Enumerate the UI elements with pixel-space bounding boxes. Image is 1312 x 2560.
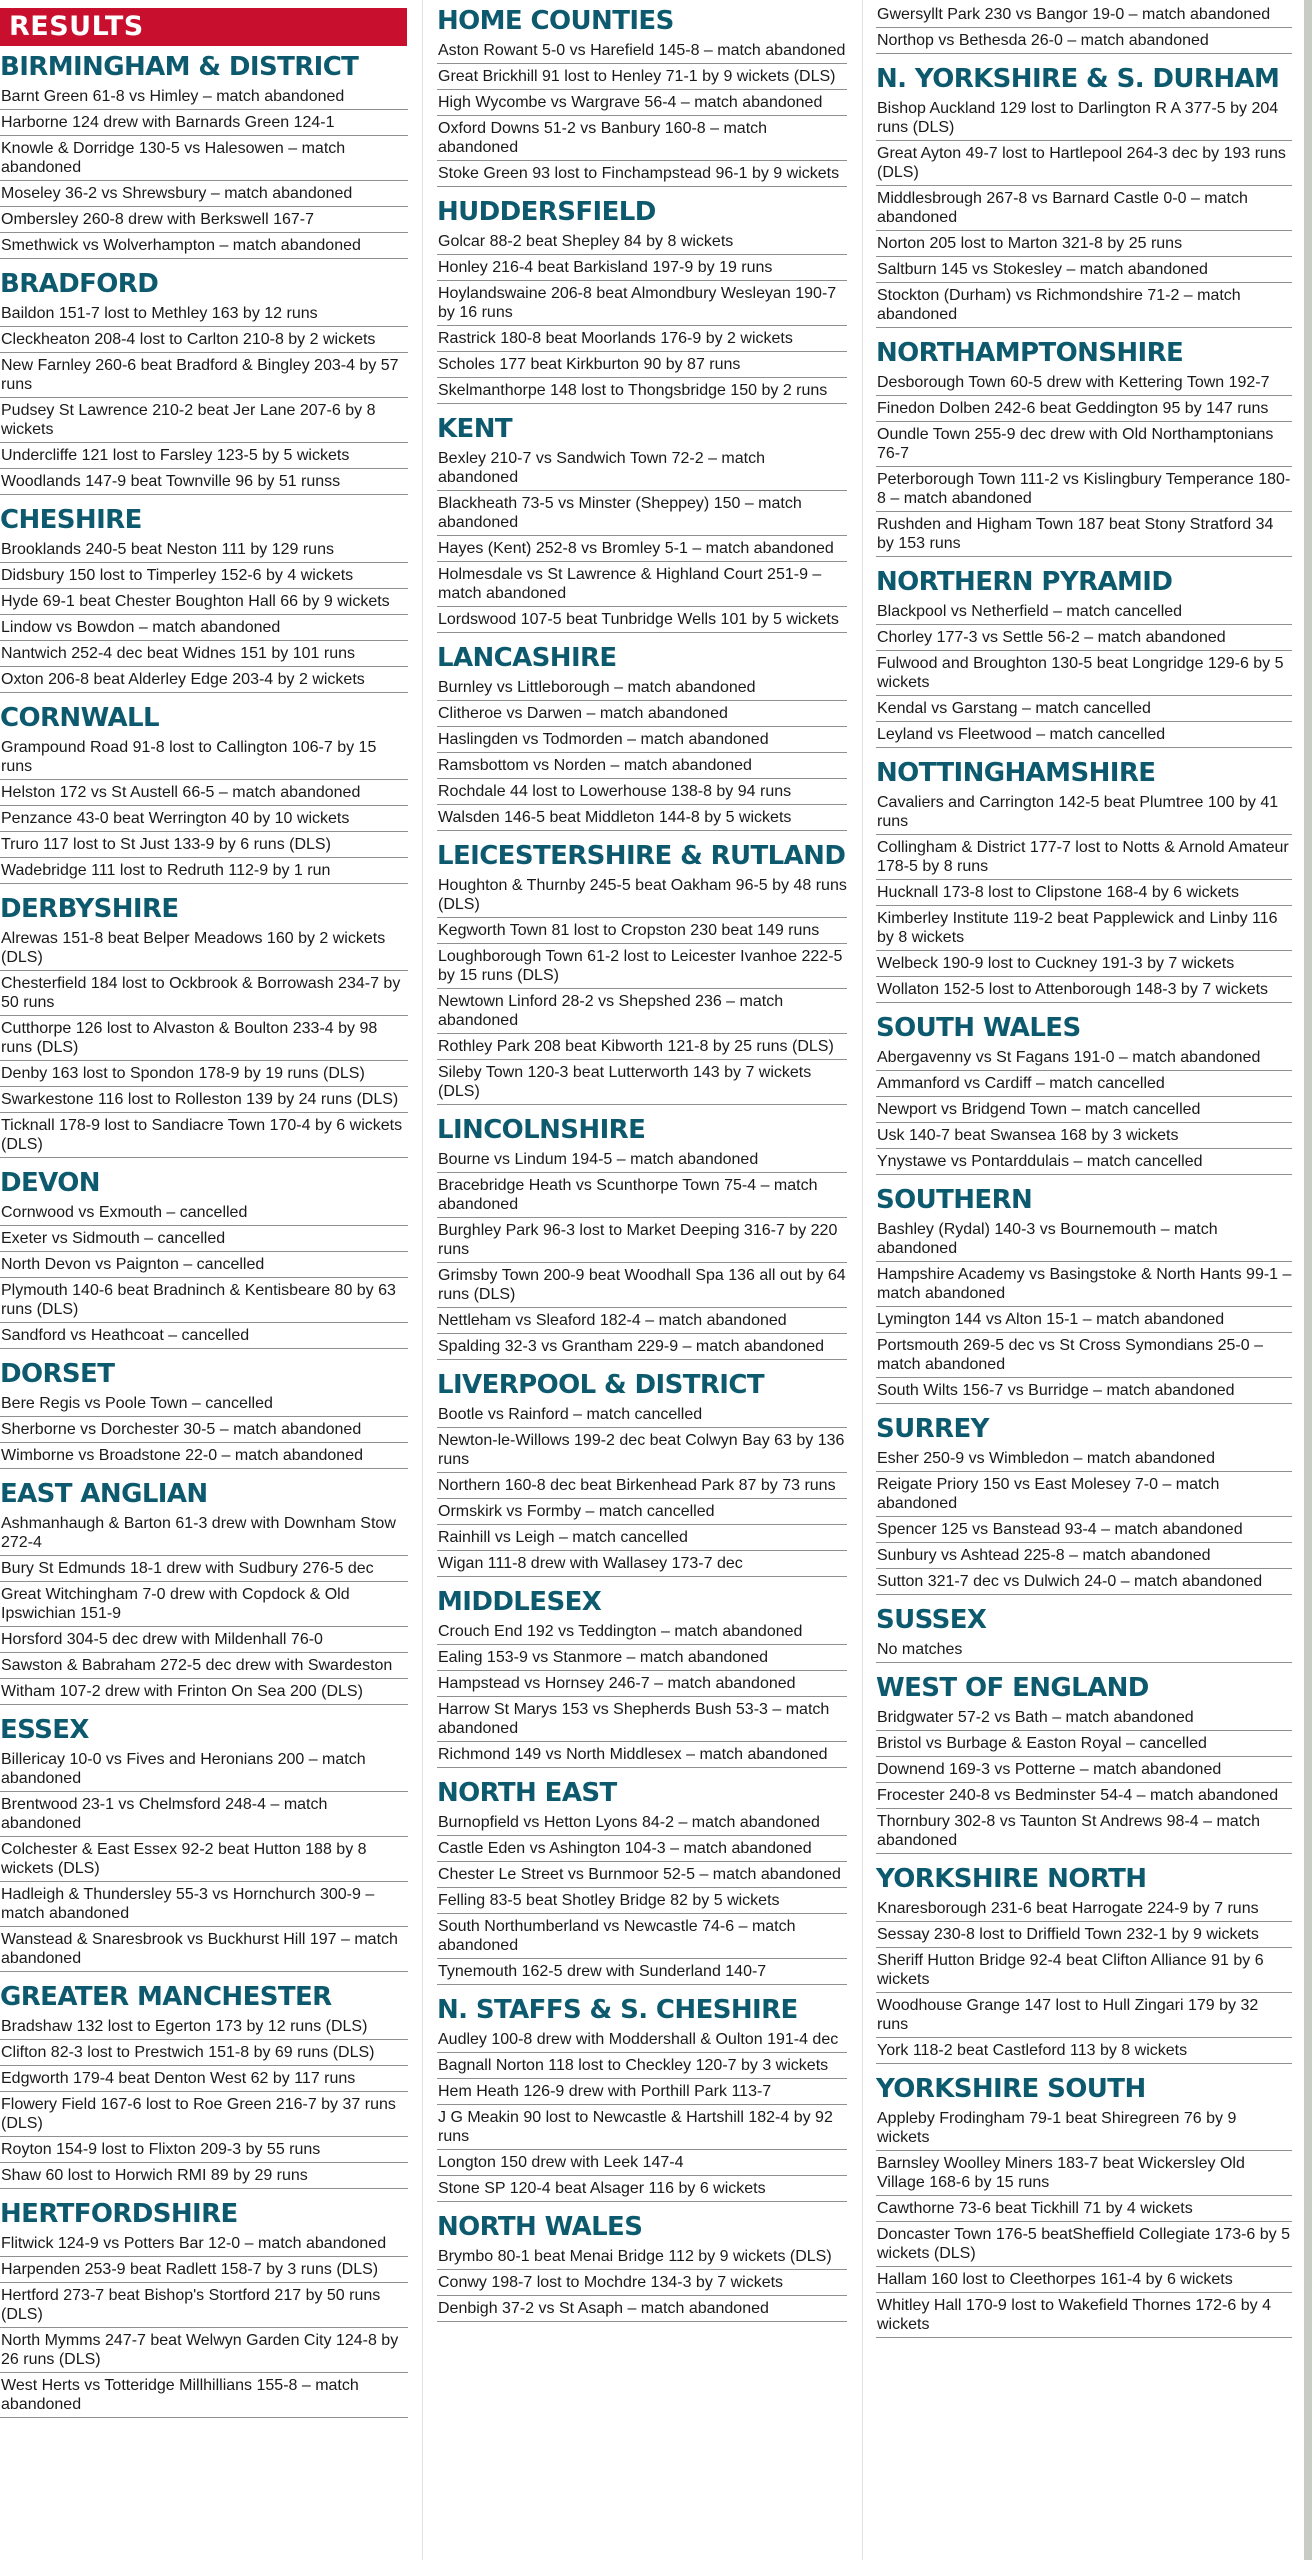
match-result: Wollaton 152-5 lost to Attenborough 148-3 by 7 wickets: [876, 977, 1292, 1003]
match-result: Kendal vs Garstang – match cancelled: [876, 696, 1292, 722]
region-heading: NORTH WALES: [437, 2212, 643, 2242]
region-heading: SUSSEX: [876, 1605, 987, 1635]
match-result: Northern 160-8 dec beat Birkenhead Park 87 by 73 runs: [437, 1473, 847, 1499]
match-result: Hucknall 173-8 lost to Clipstone 168-4 by 6 wickets: [876, 880, 1292, 906]
match-result: Blackpool vs Netherfield – match cancelled: [876, 599, 1292, 625]
match-result: Spencer 125 vs Banstead 93-4 – match abandoned: [876, 1517, 1292, 1543]
match-result: Loughborough Town 61-2 lost to Leicester Ivanhoe 222-5 by 15 runs (DLS): [437, 944, 847, 989]
match-result: Scholes 177 beat Kirkburton 90 by 87 runs: [437, 352, 847, 378]
match-result: Cornwood vs Exmouth – cancelled: [0, 1200, 408, 1226]
results-list: [437, 1619, 847, 1768]
results-list: [876, 1637, 1292, 1663]
match-result: Nantwich 252-4 dec beat Widnes 151 by 101 runs: [0, 641, 408, 667]
match-result: Burghley Park 96-3 lost to Market Deeping 316-7 by 220 runs: [437, 1218, 847, 1263]
results-list: [437, 38, 847, 187]
region-heading: HOME COUNTIES: [437, 6, 674, 36]
match-result: Brymbo 80-1 beat Menai Bridge 112 by 9 wickets (DLS): [437, 2244, 847, 2270]
results-list: [0, 301, 408, 495]
results-banner: RESULTS: [0, 8, 407, 46]
match-result: Burnopfield vs Hetton Lyons 84-2 – match abandoned: [437, 1810, 847, 1836]
match-result: Collingham & District 177-7 lost to Notts & Arnold Amateur 178-5 by 8 runs: [876, 835, 1292, 880]
match-result: Longton 150 drew with Leek 147-4: [437, 2150, 847, 2176]
match-result: Rainhill vs Leigh – match cancelled: [437, 1525, 847, 1551]
match-result: Ormskirk vs Formby – match cancelled: [437, 1499, 847, 1525]
match-result: Ombersley 260-8 drew with Berkswell 167-7: [0, 207, 408, 233]
region-heading: HERTFORDSHIRE: [0, 2199, 238, 2229]
match-result: Brooklands 240-5 beat Neston 111 by 129 runs: [0, 537, 408, 563]
match-result: Leyland vs Fleetwood – match cancelled: [876, 722, 1292, 748]
match-result: Esher 250-9 vs Wimbledon – match abandoned: [876, 1446, 1292, 1472]
match-result: Finedon Dolben 242-6 beat Geddington 95 by 147 runs: [876, 396, 1292, 422]
match-result: Ramsbottom vs Norden – match abandoned: [437, 753, 847, 779]
match-result: Sherborne vs Dorchester 30-5 – match abandoned: [0, 1417, 408, 1443]
region-heading: EAST ANGLIAN: [0, 1479, 208, 1509]
match-result: York 118-2 beat Castleford 113 by 8 wickets: [876, 2038, 1292, 2064]
results-list: [437, 2027, 847, 2202]
match-result: West Herts vs Totteridge Millhillians 155-8 – match abandoned: [0, 2373, 408, 2418]
match-result: Bagnall Norton 118 lost to Checkley 120-7 by 3 wickets: [437, 2053, 847, 2079]
column-2: [437, 0, 847, 2332]
match-result: Exeter vs Sidmouth – cancelled: [0, 1226, 408, 1252]
match-result: Woodlands 147-9 beat Townville 96 by 51 runss: [0, 469, 408, 495]
region-section: [876, 338, 1292, 557]
region-section: [876, 1013, 1292, 1175]
match-result: Spalding 32-3 vs Grantham 229-9 – match abandoned: [437, 1334, 847, 1360]
match-result: Rothley Park 208 beat Kibworth 121-8 by 25 runs (DLS): [437, 1034, 847, 1060]
match-result: Newton-le-Willows 199-2 dec beat Colwyn Bay 63 by 136 runs: [437, 1428, 847, 1473]
region-section: [0, 1715, 408, 1972]
match-result: Chorley 177-3 vs Settle 56-2 – match abandoned: [876, 625, 1292, 651]
region-heading: N. STAFFS & S. CHESHIRE: [437, 1995, 798, 2025]
match-result: Hem Heath 126-9 drew with Porthill Park 113-7: [437, 2079, 847, 2105]
match-result: Kegworth Town 81 lost to Cropston 230 beat 149 runs: [437, 918, 847, 944]
results-list: [876, 2106, 1292, 2338]
match-result: Cavaliers and Carrington 142-5 beat Plumtree 100 by 41 runs: [876, 790, 1292, 835]
match-result: Ashmanhaugh & Barton 61-3 drew with Downham Stow 272-4: [0, 1511, 408, 1556]
match-result: Flitwick 124-9 vs Potters Bar 12-0 – match abandoned: [0, 2231, 408, 2257]
results-list: [876, 1705, 1292, 1854]
match-result: Cleckheaton 208-4 lost to Carlton 210-8 by 2 wickets: [0, 327, 408, 353]
match-result: Wigan 111-8 drew with Wallasey 173-7 dec: [437, 1551, 847, 1577]
region-heading: DERBYSHIRE: [0, 894, 179, 924]
match-result: Portsmouth 269-5 dec vs St Cross Symondians 25-0 – match abandoned: [876, 1333, 1292, 1378]
region-section: [0, 505, 408, 693]
match-result: Hallam 160 lost to Cleethorpes 161-4 by 6 wickets: [876, 2267, 1292, 2293]
match-result: Hyde 69-1 beat Chester Boughton Hall 66 by 9 wickets: [0, 589, 408, 615]
results-list: [0, 2231, 408, 2418]
match-result: Harpenden 253-9 beat Radlett 158-7 by 3 runs (DLS): [0, 2257, 408, 2283]
match-result: Barnt Green 61-8 vs Himley – match abandoned: [0, 84, 408, 110]
results-list: [437, 229, 847, 404]
match-result: Bexley 210-7 vs Sandwich Town 72-2 – match abandoned: [437, 446, 847, 491]
match-result: Hoylandswaine 206-8 beat Almondbury Wesleyan 190-7 by 16 runs: [437, 281, 847, 326]
region-section: [437, 643, 847, 831]
region-section: [437, 1995, 847, 2202]
results-list: [0, 1511, 408, 1705]
results-list: [0, 537, 408, 693]
region-section: [437, 841, 847, 1105]
region-heading: SOUTHERN: [876, 1185, 1033, 1215]
match-result: Penzance 43-0 beat Werrington 40 by 10 wickets: [0, 806, 408, 832]
match-result: Middlesbrough 267-8 vs Barnard Castle 0-0 – match abandoned: [876, 186, 1292, 231]
match-result: Clifton 82-3 lost to Prestwich 151-8 by 69 runs (DLS): [0, 2040, 408, 2066]
match-result: Witham 107-2 drew with Frinton On Sea 200 (DLS): [0, 1679, 408, 1705]
region-section: [437, 414, 847, 633]
match-result: Holmesdale vs St Lawrence & Highland Court 251-9 – match abandoned: [437, 562, 847, 607]
results-list: [0, 1391, 408, 1469]
results-list: [437, 1402, 847, 1577]
region-section: [876, 567, 1292, 748]
match-result: Lymington 144 vs Alton 15-1 – match abandoned: [876, 1307, 1292, 1333]
match-result: Frocester 240-8 vs Bedminster 54-4 – match abandoned: [876, 1783, 1292, 1809]
region-heading: NORTHAMPTONSHIRE: [876, 338, 1184, 368]
match-result: Crouch End 192 vs Teddington – match abandoned: [437, 1619, 847, 1645]
match-result: Baildon 151-7 lost to Methley 163 by 12 runs: [0, 301, 408, 327]
region-heading: BRADFORD: [0, 269, 159, 299]
results-list: [876, 790, 1292, 1003]
match-result: Bracebridge Heath vs Scunthorpe Town 75-4 – match abandoned: [437, 1173, 847, 1218]
region-section: [0, 1982, 408, 2189]
match-result: Castle Eden vs Ashington 104-3 – match abandoned: [437, 1836, 847, 1862]
match-result: South Northumberland vs Newcastle 74-6 – match abandoned: [437, 1914, 847, 1959]
match-result: Shaw 60 lost to Horwich RMI 89 by 29 runs: [0, 2163, 408, 2189]
results-list: [876, 1045, 1292, 1175]
match-result: Grampound Road 91-8 lost to Callington 106-7 by 15 runs: [0, 735, 408, 780]
match-result: Cawthorne 73-6 beat Tickhill 71 by 4 wickets: [876, 2196, 1292, 2222]
match-result: Flowery Field 167-6 lost to Roe Green 216-7 by 37 runs (DLS): [0, 2092, 408, 2137]
region-heading: N. YORKSHIRE & S. DURHAM: [876, 64, 1280, 94]
match-result: Royton 154-9 lost to Flixton 209-3 by 55 runs: [0, 2137, 408, 2163]
match-result: Audley 100-8 drew with Moddershall & Oulton 191-4 dec: [437, 2027, 847, 2053]
match-result: Hertford 273-7 beat Bishop's Stortford 217 by 50 runs (DLS): [0, 2283, 408, 2328]
match-result: Felling 83-5 beat Shotley Bridge 82 by 5 wickets: [437, 1888, 847, 1914]
match-result: Kimberley Institute 119-2 beat Papplewick and Linby 116 by 8 wickets: [876, 906, 1292, 951]
region-heading: KENT: [437, 414, 513, 444]
match-result: Harborne 124 drew with Barnards Green 124-1: [0, 110, 408, 136]
column-3: [876, 0, 1292, 2348]
match-result: Skelmanthorpe 148 lost to Thongsbridge 150 by 2 runs: [437, 378, 847, 404]
match-result: Harrow St Marys 153 vs Shepherds Bush 53-3 – match abandoned: [437, 1697, 847, 1742]
match-result: Bishop Auckland 129 lost to Darlington R A 377-5 by 204 runs (DLS): [876, 96, 1292, 141]
match-result: Richmond 149 vs North Middlesex – match abandoned: [437, 1742, 847, 1768]
column-divider: [422, 0, 423, 2560]
match-result: Ammanford vs Cardiff – match cancelled: [876, 1071, 1292, 1097]
match-result: Stone SP 120-4 beat Alsager 116 by 6 wickets: [437, 2176, 847, 2202]
match-result: Hampstead vs Hornsey 246-7 – match abandoned: [437, 1671, 847, 1697]
region-section: [876, 1185, 1292, 1404]
results-list: [0, 926, 408, 1158]
region-heading: CHESHIRE: [0, 505, 142, 535]
match-result: South Wilts 156-7 vs Burridge – match abandoned: [876, 1378, 1292, 1404]
region-heading: SURREY: [876, 1414, 989, 1444]
region-section: [876, 1864, 1292, 2064]
match-result: Lindow vs Bowdon – match abandoned: [0, 615, 408, 641]
region-section: [876, 1673, 1292, 1854]
match-result: Bradshaw 132 lost to Egerton 173 by 12 runs (DLS): [0, 2014, 408, 2040]
region-heading: LANCASHIRE: [437, 643, 617, 673]
match-result: New Farnley 260-6 beat Bradford & Bingley 203-4 by 57 runs: [0, 353, 408, 398]
match-result: Didsbury 150 lost to Timperley 152-6 by 4 wickets: [0, 563, 408, 589]
match-result: Wadebridge 111 lost to Redruth 112-9 by 1 run: [0, 858, 408, 884]
match-result: Sileby Town 120-3 beat Lutterworth 143 by 7 wickets (DLS): [437, 1060, 847, 1105]
match-result: Cutthorpe 126 lost to Alvaston & Boulton 233-4 by 98 runs (DLS): [0, 1016, 408, 1061]
match-result: Bridgwater 57-2 vs Bath – match abandoned: [876, 1705, 1292, 1731]
match-result: Conwy 198-7 lost to Mochdre 134-3 by 7 wickets: [437, 2270, 847, 2296]
match-result: Bourne vs Lindum 194-5 – match abandoned: [437, 1147, 847, 1173]
match-result: Ealing 153-9 vs Stanmore – match abandoned: [437, 1645, 847, 1671]
match-result: Rastrick 180-8 beat Moorlands 176-9 by 2 wickets: [437, 326, 847, 352]
match-result: Norton 205 lost to Marton 321-8 by 25 runs: [876, 231, 1292, 257]
match-result: Brentwood 23-1 vs Chelmsford 248-4 – match abandoned: [0, 1792, 408, 1837]
region-section: [876, 758, 1292, 1003]
match-result: J G Meakin 90 lost to Newcastle & Hartshill 182-4 by 92 runs: [437, 2105, 847, 2150]
match-result: Blackheath 73-5 vs Minster (Sheppey) 150 – match abandoned: [437, 491, 847, 536]
region-section: [0, 1359, 408, 1469]
match-result: Desborough Town 60-5 drew with Kettering Town 192-7: [876, 370, 1292, 396]
match-result: Denby 163 lost to Spondon 178-9 by 19 runs (DLS): [0, 1061, 408, 1087]
region-heading: DORSET: [0, 1359, 115, 1389]
region-section: [0, 52, 408, 259]
region-section: [0, 894, 408, 1158]
region-heading: NORTHERN PYRAMID: [876, 567, 1173, 597]
match-result: Thornbury 302-8 vs Taunton St Andrews 98-4 – match abandoned: [876, 1809, 1292, 1854]
match-result: Moseley 36-2 vs Shrewsbury – match abandoned: [0, 181, 408, 207]
match-result: Tynemouth 162-5 drew with Sunderland 140-7: [437, 1959, 847, 1985]
region-heading: MIDDLESEX: [437, 1587, 602, 1617]
match-result: Oundle Town 255-9 dec drew with Old Northamptonians 76-7: [876, 422, 1292, 467]
match-result: Chester Le Street vs Burnmoor 52-5 – match abandoned: [437, 1862, 847, 1888]
column-divider: [862, 0, 863, 2560]
results-list: [437, 2244, 847, 2322]
match-result: Welbeck 190-9 lost to Cuckney 191-3 by 7 wickets: [876, 951, 1292, 977]
match-result: Northop vs Bethesda 26-0 – match abandoned: [876, 28, 1292, 54]
match-result: Knowle & Dorridge 130-5 vs Halesowen – match abandoned: [0, 136, 408, 181]
region-section: [437, 1587, 847, 1768]
match-result: Hayes (Kent) 252-8 vs Bromley 5-1 – match abandoned: [437, 536, 847, 562]
match-result: Great Brickhill 91 lost to Henley 71-1 by 9 wickets (DLS): [437, 64, 847, 90]
match-result: Honley 216-4 beat Barkisland 197-9 by 19 runs: [437, 255, 847, 281]
results-list: [876, 96, 1292, 328]
match-result: Gwersyllt Park 230 vs Bangor 19-0 – match abandoned: [876, 2, 1292, 28]
match-result: Clitheroe vs Darwen – match abandoned: [437, 701, 847, 727]
match-result: Hampshire Academy vs Basingstoke & North Hants 99-1 – match abandoned: [876, 1262, 1292, 1307]
region-heading: YORKSHIRE NORTH: [876, 1864, 1147, 1894]
match-result: Houghton & Thurnby 245-5 beat Oakham 96-5 by 48 runs (DLS): [437, 873, 847, 918]
results-list: [876, 1217, 1292, 1404]
region-heading: NORTH EAST: [437, 1778, 617, 1808]
match-result: Oxton 206-8 beat Alderley Edge 203-4 by 2 wickets: [0, 667, 408, 693]
region-section: [437, 6, 847, 187]
match-result: Abergavenny vs St Fagans 191-0 – match abandoned: [876, 1045, 1292, 1071]
region-heading: GREATER MANCHESTER: [0, 1982, 332, 2012]
region-section: [876, 2, 1292, 54]
match-result: Haslingden vs Todmorden – match abandoned: [437, 727, 847, 753]
match-result: North Mymms 247-7 beat Welwyn Garden City 124-8 by 26 runs (DLS): [0, 2328, 408, 2373]
region-section: [0, 1168, 408, 1349]
match-result: Pudsey St Lawrence 210-2 beat Jer Lane 207-6 by 8 wickets: [0, 398, 408, 443]
results-list: [0, 2014, 408, 2189]
match-result: Saltburn 145 vs Stokesley – match abandoned: [876, 257, 1292, 283]
match-result: Smethwick vs Wolverhampton – match abandoned: [0, 233, 408, 259]
match-result: Sheriff Hutton Bridge 92-4 beat Clifton Alliance 91 by 6 wickets: [876, 1948, 1292, 1993]
match-result: Newport vs Bridgend Town – match cancelled: [876, 1097, 1292, 1123]
region-section: [876, 64, 1292, 328]
match-result: Helston 172 vs St Austell 66-5 – match abandoned: [0, 780, 408, 806]
region-section: [0, 269, 408, 495]
region-section: [437, 197, 847, 404]
match-result: Undercliffe 121 lost to Farsley 123-5 by 5 wickets: [0, 443, 408, 469]
match-result: Plymouth 140-6 beat Bradninch & Kentisbeare 80 by 63 runs (DLS): [0, 1278, 408, 1323]
region-heading: BIRMINGHAM & DISTRICT: [0, 52, 359, 82]
region-heading: CORNWALL: [0, 703, 159, 733]
region-section: [876, 2074, 1292, 2338]
results-list: [876, 370, 1292, 557]
results-list: [876, 1896, 1292, 2064]
column-1: [0, 0, 408, 2428]
match-result: Oxford Downs 51-2 vs Banbury 160-8 – match abandoned: [437, 116, 847, 161]
results-list: [437, 873, 847, 1105]
match-result: Sawston & Babraham 272-5 dec drew with Swardeston: [0, 1653, 408, 1679]
results-list: [0, 1747, 408, 1972]
match-result: Aston Rowant 5-0 vs Harefield 145-8 – match abandoned: [437, 38, 847, 64]
match-result: Wimborne vs Broadstone 22-0 – match abandoned: [0, 1443, 408, 1469]
match-result: Sessay 230-8 lost to Driffield Town 232-1 by 9 wickets: [876, 1922, 1292, 1948]
results-list: [876, 1446, 1292, 1595]
match-result: Bristol vs Burbage & Easton Royal – cancelled: [876, 1731, 1292, 1757]
match-result: Ynystawe vs Pontarddulais – match cancelled: [876, 1149, 1292, 1175]
match-result: Swarkestone 116 lost to Rolleston 139 by 24 runs (DLS): [0, 1087, 408, 1113]
results-list: [0, 84, 408, 259]
match-result: Burnley vs Littleborough – match abandoned: [437, 675, 847, 701]
page-edge: [1304, 0, 1312, 2560]
match-result: Great Witchingham 7-0 drew with Copdock & Old Ipswichian 151-9: [0, 1582, 408, 1627]
region-heading: SOUTH WALES: [876, 1013, 1081, 1043]
match-result: High Wycombe vs Wargrave 56-4 – match abandoned: [437, 90, 847, 116]
region-heading: DEVON: [0, 1168, 100, 1198]
match-result: Horsford 304-5 dec drew with Mildenhall 76-0: [0, 1627, 408, 1653]
match-result: Edgworth 179-4 beat Denton West 62 by 117 runs: [0, 2066, 408, 2092]
match-result: Chesterfield 184 lost to Ockbrook & Borrowash 234-7 by 50 runs: [0, 971, 408, 1016]
region-heading: ESSEX: [0, 1715, 89, 1745]
region-section: [0, 703, 408, 884]
match-result: Nettleham vs Sleaford 182-4 – match abandoned: [437, 1308, 847, 1334]
match-result: Reigate Priory 150 vs East Molesey 7-0 – match abandoned: [876, 1472, 1292, 1517]
match-result: Usk 140-7 beat Swansea 168 by 3 wickets: [876, 1123, 1292, 1149]
match-result: Wanstead & Snaresbrook vs Buckhurst Hill 197 – match abandoned: [0, 1927, 408, 1972]
region-section: [0, 1479, 408, 1705]
match-result: Hadleigh & Thundersley 55-3 vs Hornchurch 300-9 – match abandoned: [0, 1882, 408, 1927]
region-section: [437, 1370, 847, 1577]
region-section: [437, 1115, 847, 1360]
match-result: Truro 117 lost to St Just 133-9 by 6 runs (DLS): [0, 832, 408, 858]
match-result: Peterborough Town 111-2 vs Kislingbury Temperance 180-8 – match abandoned: [876, 467, 1292, 512]
match-result: Great Ayton 49-7 lost to Hartlepool 264-3 dec by 193 runs (DLS): [876, 141, 1292, 186]
region-section: [0, 2199, 408, 2418]
match-result: Woodhouse Grange 147 lost to Hull Zingari 179 by 32 runs: [876, 1993, 1292, 2038]
region-section: [876, 1414, 1292, 1595]
region-section: [437, 1778, 847, 1985]
region-heading: NOTTINGHAMSHIRE: [876, 758, 1156, 788]
results-list: [876, 2, 1292, 54]
match-result: Rochdale 44 lost to Lowerhouse 138-8 by 94 runs: [437, 779, 847, 805]
match-result: Billericay 10-0 vs Fives and Heronians 200 – match abandoned: [0, 1747, 408, 1792]
match-result: Golcar 88-2 beat Shepley 84 by 8 wickets: [437, 229, 847, 255]
match-result: Bere Regis vs Poole Town – cancelled: [0, 1391, 408, 1417]
results-list: [437, 1810, 847, 1985]
region-heading: LINCOLNSHIRE: [437, 1115, 646, 1145]
region-heading: HUDDERSFIELD: [437, 197, 656, 227]
region-section: [876, 1605, 1292, 1663]
match-result: Bootle vs Rainford – match cancelled: [437, 1402, 847, 1428]
results-list: [437, 446, 847, 633]
match-result: No matches: [876, 1637, 1292, 1663]
match-result: Sandford vs Heathcoat – cancelled: [0, 1323, 408, 1349]
match-result: Whitley Hall 170-9 lost to Wakefield Thornes 172-6 by 4 wickets: [876, 2293, 1292, 2338]
match-result: Bury St Edmunds 18-1 drew with Sudbury 276-5 dec: [0, 1556, 408, 1582]
match-result: Appleby Frodingham 79-1 beat Shiregreen 76 by 9 wickets: [876, 2106, 1292, 2151]
match-result: Ticknall 178-9 lost to Sandiacre Town 170-4 by 6 wickets (DLS): [0, 1113, 408, 1158]
results-list: [0, 1200, 408, 1349]
results-list: [0, 735, 408, 884]
match-result: Downend 169-3 vs Potterne – match abandoned: [876, 1757, 1292, 1783]
results-list: [437, 675, 847, 831]
match-result: Sunbury vs Ashtead 225-8 – match abandoned: [876, 1543, 1292, 1569]
match-result: Knaresborough 231-6 beat Harrogate 224-9 by 7 runs: [876, 1896, 1292, 1922]
region-heading: LEICESTERSHIRE & RUTLAND: [437, 841, 846, 871]
match-result: Doncaster Town 176-5 beatSheffield Collegiate 173-6 by 5 wickets (DLS): [876, 2222, 1292, 2267]
match-result: Barnsley Woolley Miners 183-7 beat Wickersley Old Village 168-6 by 15 runs: [876, 2151, 1292, 2196]
match-result: Stoke Green 93 lost to Finchampstead 96-1 by 9 wickets: [437, 161, 847, 187]
results-list: [876, 599, 1292, 748]
match-result: Rushden and Higham Town 187 beat Stony Stratford 34 by 153 runs: [876, 512, 1292, 557]
region-heading: WEST OF ENGLAND: [876, 1673, 1149, 1703]
match-result: Alrewas 151-8 beat Belper Meadows 160 by 2 wickets (DLS): [0, 926, 408, 971]
match-result: Fulwood and Broughton 130-5 beat Longridge 129-6 by 5 wickets: [876, 651, 1292, 696]
match-result: Lordswood 107-5 beat Tunbridge Wells 101 by 5 wickets: [437, 607, 847, 633]
results-list: [437, 1147, 847, 1360]
match-result: Grimsby Town 200-9 beat Woodhall Spa 136 all out by 64 runs (DLS): [437, 1263, 847, 1308]
match-result: Walsden 146-5 beat Middleton 144-8 by 5 wickets: [437, 805, 847, 831]
match-result: Stockton (Durham) vs Richmondshire 71-2 – match abandoned: [876, 283, 1292, 328]
match-result: North Devon vs Paignton – cancelled: [0, 1252, 408, 1278]
match-result: Newtown Linford 28-2 vs Shepshed 236 – match abandoned: [437, 989, 847, 1034]
match-result: Sutton 321-7 dec vs Dulwich 24-0 – match abandoned: [876, 1569, 1292, 1595]
region-section: [437, 2212, 847, 2322]
region-heading: YORKSHIRE SOUTH: [876, 2074, 1146, 2104]
match-result: Colchester & East Essex 92-2 beat Hutton 188 by 8 wickets (DLS): [0, 1837, 408, 1882]
match-result: Denbigh 37-2 vs St Asaph – match abandoned: [437, 2296, 847, 2322]
match-result: Bashley (Rydal) 140-3 vs Bournemouth – match abandoned: [876, 1217, 1292, 1262]
region-heading: LIVERPOOL & DISTRICT: [437, 1370, 764, 1400]
